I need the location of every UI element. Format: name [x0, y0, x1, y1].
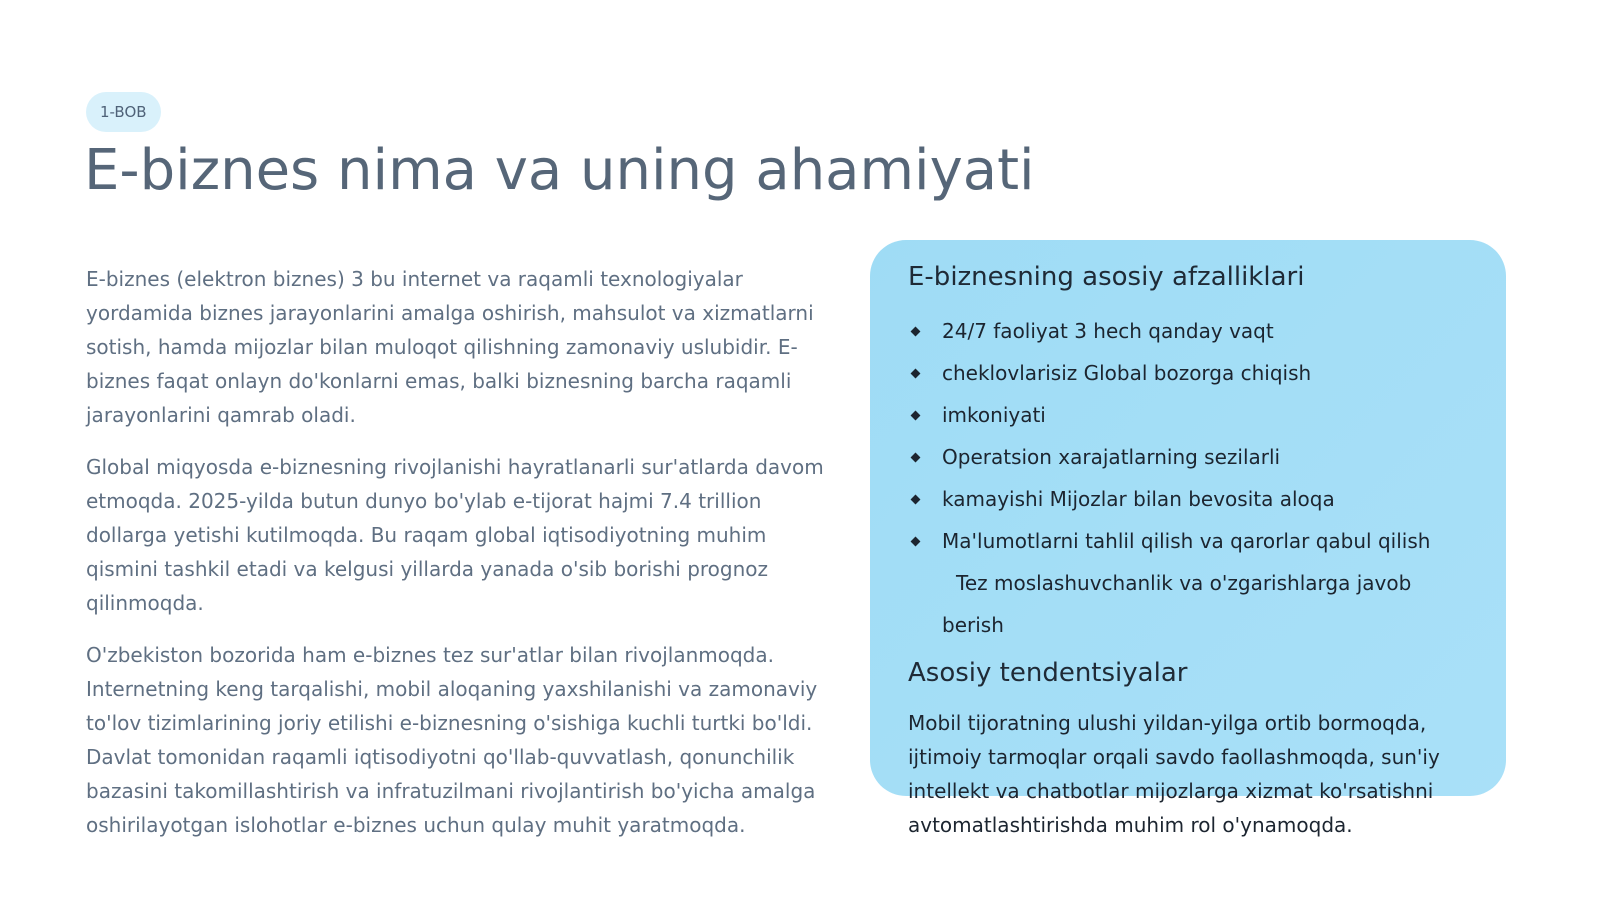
list-continuation-line: Tez moslashuvchanlik va o'zgarishlarga javob: [956, 571, 1412, 595]
trends-paragraph: Mobil tijoratning ulushi yildan-yilga ortib bormoqda, ijtimoiy tarmoqlar orqali savdo faollashmoqda, sun'iy intellekt va chatbotlar mijozlarga xizmat ko'rsatishni avtomatlashtirishda muhim rol o'ynamoqda.: [908, 711, 1440, 837]
list-item-label: Operatsion xarajatlarning sezilarli: [942, 445, 1281, 469]
list-item: [908, 478, 1508, 520]
diamond-bullet-icon: [911, 369, 921, 379]
list-item-label: Ma'lumotlarni tahlil qilish va qarorlar qabul qilish: [942, 529, 1431, 553]
advantages-card-content: [908, 256, 1508, 842]
trends-heading: Asosiy tendentsiyalar: [908, 658, 1188, 688]
advantages-list: [908, 310, 1508, 562]
body-text-column: [86, 262, 838, 860]
list-item: [908, 436, 1508, 478]
diamond-bullet-icon: [911, 411, 921, 421]
list-continuation-line: berish: [942, 613, 1004, 637]
body-paragraph: O'zbekiston bozorida ham e-biznes tez sur'atlar bilan rivojlanmoqda. Internetning keng tarqalishi, mobil aloqaning yaxshilanishi va zamonaviy to'lov tizimlarining joriy etilishi e-biznesning o'sishiga kuchli turtki bo'ldi. Davlat tomonidan raqamli iqtisodiyotni qo'llab-quvvatlash, qonunchilik bazasini takomillashtirish va infratuzilmani rivojlantirish bo'yicha amalga oshirilayotgan islohotlar e-biznes uchun qulay muhit yaratmoqda.: [86, 643, 818, 837]
body-paragraph: E-biznes (elektron biznes) 3 bu internet va raqamli texnologiyalar yordamida biznes jarayonlarini amalga oshirish, mahsulot va xizmatlarni sotish, hamda mijozlar bilan muloqot qilishning zamonaviy uslubidir. E-biznes faqat onlayn do'konlarni emas, balki biznesning barcha raqamli jarayonlarini qamrab oladi.: [86, 267, 814, 427]
list-item: [908, 394, 1508, 436]
body-paragraph: Global miqyosda e-biznesning rivojlanishi hayratlanarli sur'atlarda davom etmoqda. 2025-yilda butun dunyo bo'ylab e-tijorat hajmi 7.4 trillion dollarga yetishi kutilmoqda. Bu raqam global iqtisodiyotning muhim qismini tashkil etadi va kelgusi yillarda yanada o'sib borishi prognoz qilinmoqda.: [86, 455, 824, 615]
chapter-badge: 1-BOB: [86, 92, 161, 132]
diamond-bullet-icon: [911, 327, 921, 337]
list-item-label: kamayishi Mijozlar bilan bevosita aloqa: [942, 487, 1335, 511]
page-title: E-biznes nima va uning ahamiyati: [84, 138, 1035, 203]
diamond-bullet-icon: [911, 537, 921, 547]
list-item-label: cheklovlarisiz Global bozorga chiqish: [942, 361, 1312, 385]
list-item: [908, 520, 1508, 562]
list-item-label: imkoniyati: [942, 403, 1046, 427]
diamond-bullet-icon: [911, 453, 921, 463]
list-item: [908, 310, 1508, 352]
list-item: [908, 352, 1508, 394]
list-item-label: 24/7 faoliyat 3 hech qanday vaqt: [942, 319, 1274, 343]
advantages-heading: E-biznesning asosiy afzalliklari: [908, 262, 1305, 292]
diamond-bullet-icon: [911, 495, 921, 505]
